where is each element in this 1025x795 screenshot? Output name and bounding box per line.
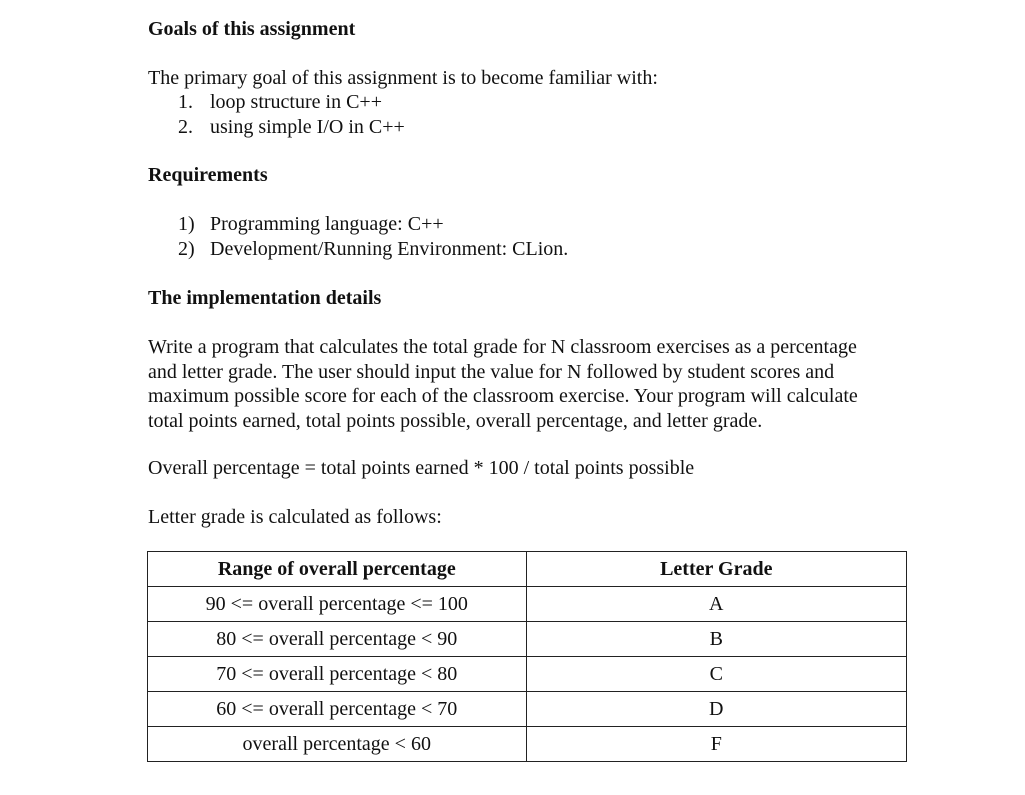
requirements-heading: Requirements xyxy=(148,164,268,186)
list-text: loop structure in C++ xyxy=(210,91,382,113)
table-header-range: Range of overall percentage xyxy=(148,552,527,587)
range-cell: 70 <= overall percentage < 80 xyxy=(148,657,527,692)
list-item xyxy=(178,115,405,140)
paragraph-line: Write a program that calculates the total grade for N classroom exercises as a percentage xyxy=(148,336,857,358)
range-cell: 60 <= overall percentage < 70 xyxy=(148,692,527,727)
table-row xyxy=(148,692,907,727)
grade-table xyxy=(147,551,907,762)
paragraph-line: total points earned, total points possible, overall percentage, and letter grade. xyxy=(148,409,763,432)
implementation-paragraph xyxy=(148,335,908,433)
implementation-heading: The implementation details xyxy=(148,287,382,309)
list-text: Programming language: C++ xyxy=(210,213,444,235)
range-cell: 90 <= overall percentage <= 100 xyxy=(148,587,527,622)
list-item xyxy=(178,90,405,115)
table-row xyxy=(148,622,907,657)
list-item xyxy=(178,212,568,237)
formula-text: Overall percentage = total points earned * 100 / total points possible xyxy=(148,457,695,479)
letter-cell: A xyxy=(526,587,906,622)
letter-cell: B xyxy=(526,622,906,657)
goals-heading: Goals of this assignment xyxy=(148,18,356,40)
list-number: 1. xyxy=(178,91,193,113)
letter-cell: D xyxy=(526,692,906,727)
goals-intro: The primary goal of this assignment is to become familiar with: xyxy=(148,67,658,89)
requirements-list xyxy=(178,212,568,261)
goals-list xyxy=(178,90,405,139)
list-item xyxy=(178,237,568,262)
table-row xyxy=(148,657,907,692)
list-number: 2) xyxy=(178,237,195,260)
list-text: using simple I/O in C++ xyxy=(210,115,405,138)
paragraph-line: maximum possible score for each of the classroom exercise. Your program will calculate xyxy=(148,385,858,407)
range-cell: 80 <= overall percentage < 90 xyxy=(148,622,527,657)
table-header-row xyxy=(148,552,907,587)
table-row xyxy=(148,727,907,762)
letter-cell: F xyxy=(526,727,906,762)
letter-cell: C xyxy=(526,657,906,692)
table-header-letter: Letter Grade xyxy=(526,552,906,587)
list-number: 2. xyxy=(178,115,193,138)
list-number: 1) xyxy=(178,213,195,235)
range-cell: overall percentage < 60 xyxy=(148,727,527,762)
letter-grade-intro: Letter grade is calculated as follows: xyxy=(148,506,442,528)
list-text: Development/Running Environment: CLion. xyxy=(210,237,569,260)
paragraph-line: and letter grade. The user should input the value for N followed by student scores and xyxy=(148,360,835,383)
table-row xyxy=(148,587,907,622)
